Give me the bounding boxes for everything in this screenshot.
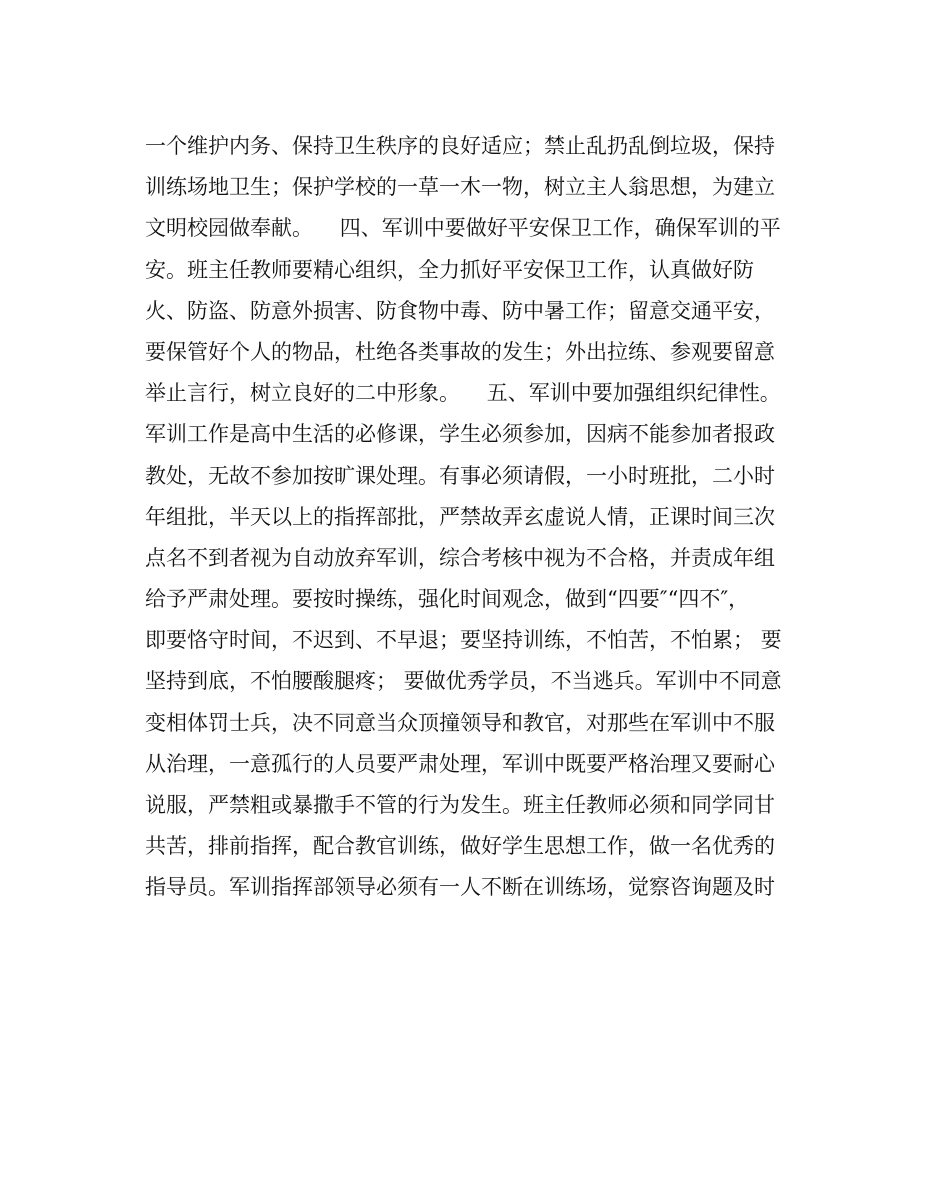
text-line: 要保管好个人的物品，杜绝各类事故的发生；外出拉练、参观要留意 bbox=[145, 339, 775, 364]
text-line: 教处，无故不参加按旷课处理。有事必须请假，一小时班批，二小时 bbox=[145, 463, 775, 488]
text-line: 指导员。军训指挥部领导必须有一人不断在训练场，觉察咨询题及时 bbox=[145, 875, 775, 900]
text-line: 一个维护内务、保持卫生秩序的良好适应；禁止乱扔乱倒垃圾，保持 bbox=[145, 134, 775, 158]
text-line: 点名不到者视为自动放弃军训，综合考核中视为不合格，并责成年组 bbox=[145, 545, 775, 570]
text-line: 年组批，半天以上的指挥部批，严禁故弄玄虚说人情，正课时间三次 bbox=[145, 504, 775, 529]
text-line: 即要恪守时间，不迟到、不早退；要坚持训练，不怕苦，不怕累； 要 bbox=[145, 628, 782, 653]
text-line: 说服，严禁粗或暴撒手不管的行为发生。班主任教师必须和同学同甘 bbox=[145, 793, 775, 817]
text-line: 军训工作是高中生活的必修课，学生必须参加，因病不能参加者报政 bbox=[145, 422, 775, 447]
text-line: 坚持到底，不怕腰酸腿疼； 要做优秀学员，不当逃兵。军训中不同意 bbox=[145, 669, 782, 694]
text-line: 变相体罚士兵，决不同意当众顶撞领导和教官，对那些在军训中不服 bbox=[145, 710, 775, 735]
text-line: 训练场地卫生；保护学校的一草一木一物，树立主人翁思想，为建立 bbox=[145, 175, 775, 200]
body-text bbox=[145, 126, 815, 909]
text-line: 从治理，一意孤行的人员要严肃处理，军训中既要严格治理又要耐心 bbox=[145, 751, 775, 776]
text-line: 给予严肃处理。要按时操练，强化时间观念，做到“四要″“四不″， bbox=[145, 587, 750, 612]
text-line: 火、防盗、防意外损害、防食物中毒、防中暑工作；留意交通平安， bbox=[145, 298, 775, 323]
text-line: 安。班主任教师要精心组织，全力抓好平安保卫工作，认真做好防 bbox=[145, 257, 754, 282]
text-line: 共苦，排前指挥，配合教官训练，做好学生思想工作，做一名优秀的 bbox=[145, 834, 775, 859]
text-line: 文明校园做奉献。 四、军训中要做好平安保卫工作，确保军训的平 bbox=[145, 216, 781, 241]
text-line: 举止言行，树立良好的二中形象。 五、军训中要加强组织纪律性。 bbox=[145, 381, 781, 406]
